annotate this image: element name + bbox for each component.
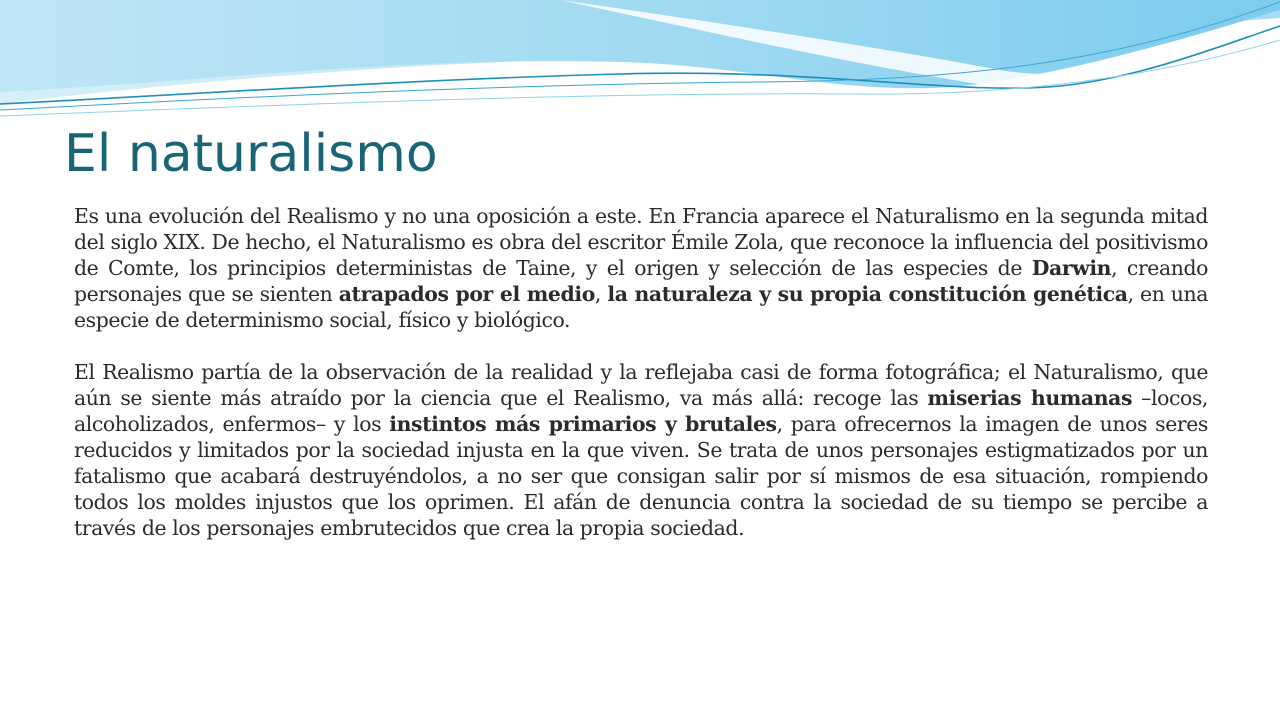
emphasis-text: atrapados por el medio — [338, 282, 595, 306]
paragraph-text: –locos, alcoholizados, enfermos– y los — [74, 386, 1209, 436]
paragraph-text: , creando personajes que se sienten — [74, 256, 1208, 306]
paragraph-text: El Realismo partía de la observación de la realidad y la reflejaba casi de forma fotográfica; el Naturalismo, que aún se siente más atraído por la ciencia que el Realismo, va más allá: recoge las — [74, 360, 1208, 410]
paragraph-text: Es una evolución del Realismo y no una oposición a este. En Francia aparece el Naturalismo en la segunda mitad del siglo XIX. De hecho, el Naturalismo es obra del escritor Émile Zola, que reconoce la influencia del positivismo de Comte, los principios deterministas de Taine, y el origen y selección de las especies de — [74, 204, 1208, 280]
paragraph-text: , para ofrecernos la imagen de unos seres reducidos y limitados por la sociedad injusta en la que viven. Se trata de unos personajes estigmatizados por un fatalismo que acabará destruyéndolos, a no ser que consigan salir por sí mismos de esa situación, rompiendo todos los moldes injustos que los oprimen. El afán de denuncia contra la sociedad de su tiempo se percibe a través de los personajes embrutecidos que crea la propia sociedad. — [74, 412, 1208, 540]
body-text — [74, 203, 1208, 541]
emphasis-text: instintos más primarios y brutales — [389, 412, 777, 436]
paragraph-text: , — [594, 282, 608, 306]
slide-title: El naturalismo — [64, 124, 438, 184]
paragraph-text: , en una especie de determinismo social, físico y biológico. — [74, 282, 1209, 332]
paragraph-2 — [74, 359, 1208, 541]
emphasis-text: miserias humanas — [927, 386, 1133, 410]
paragraph-1 — [74, 203, 1208, 333]
header-wave-decoration — [0, 0, 1280, 130]
emphasis-text: Darwin — [1031, 256, 1112, 280]
emphasis-text: la naturaleza y su propia constitución genética — [607, 282, 1128, 306]
